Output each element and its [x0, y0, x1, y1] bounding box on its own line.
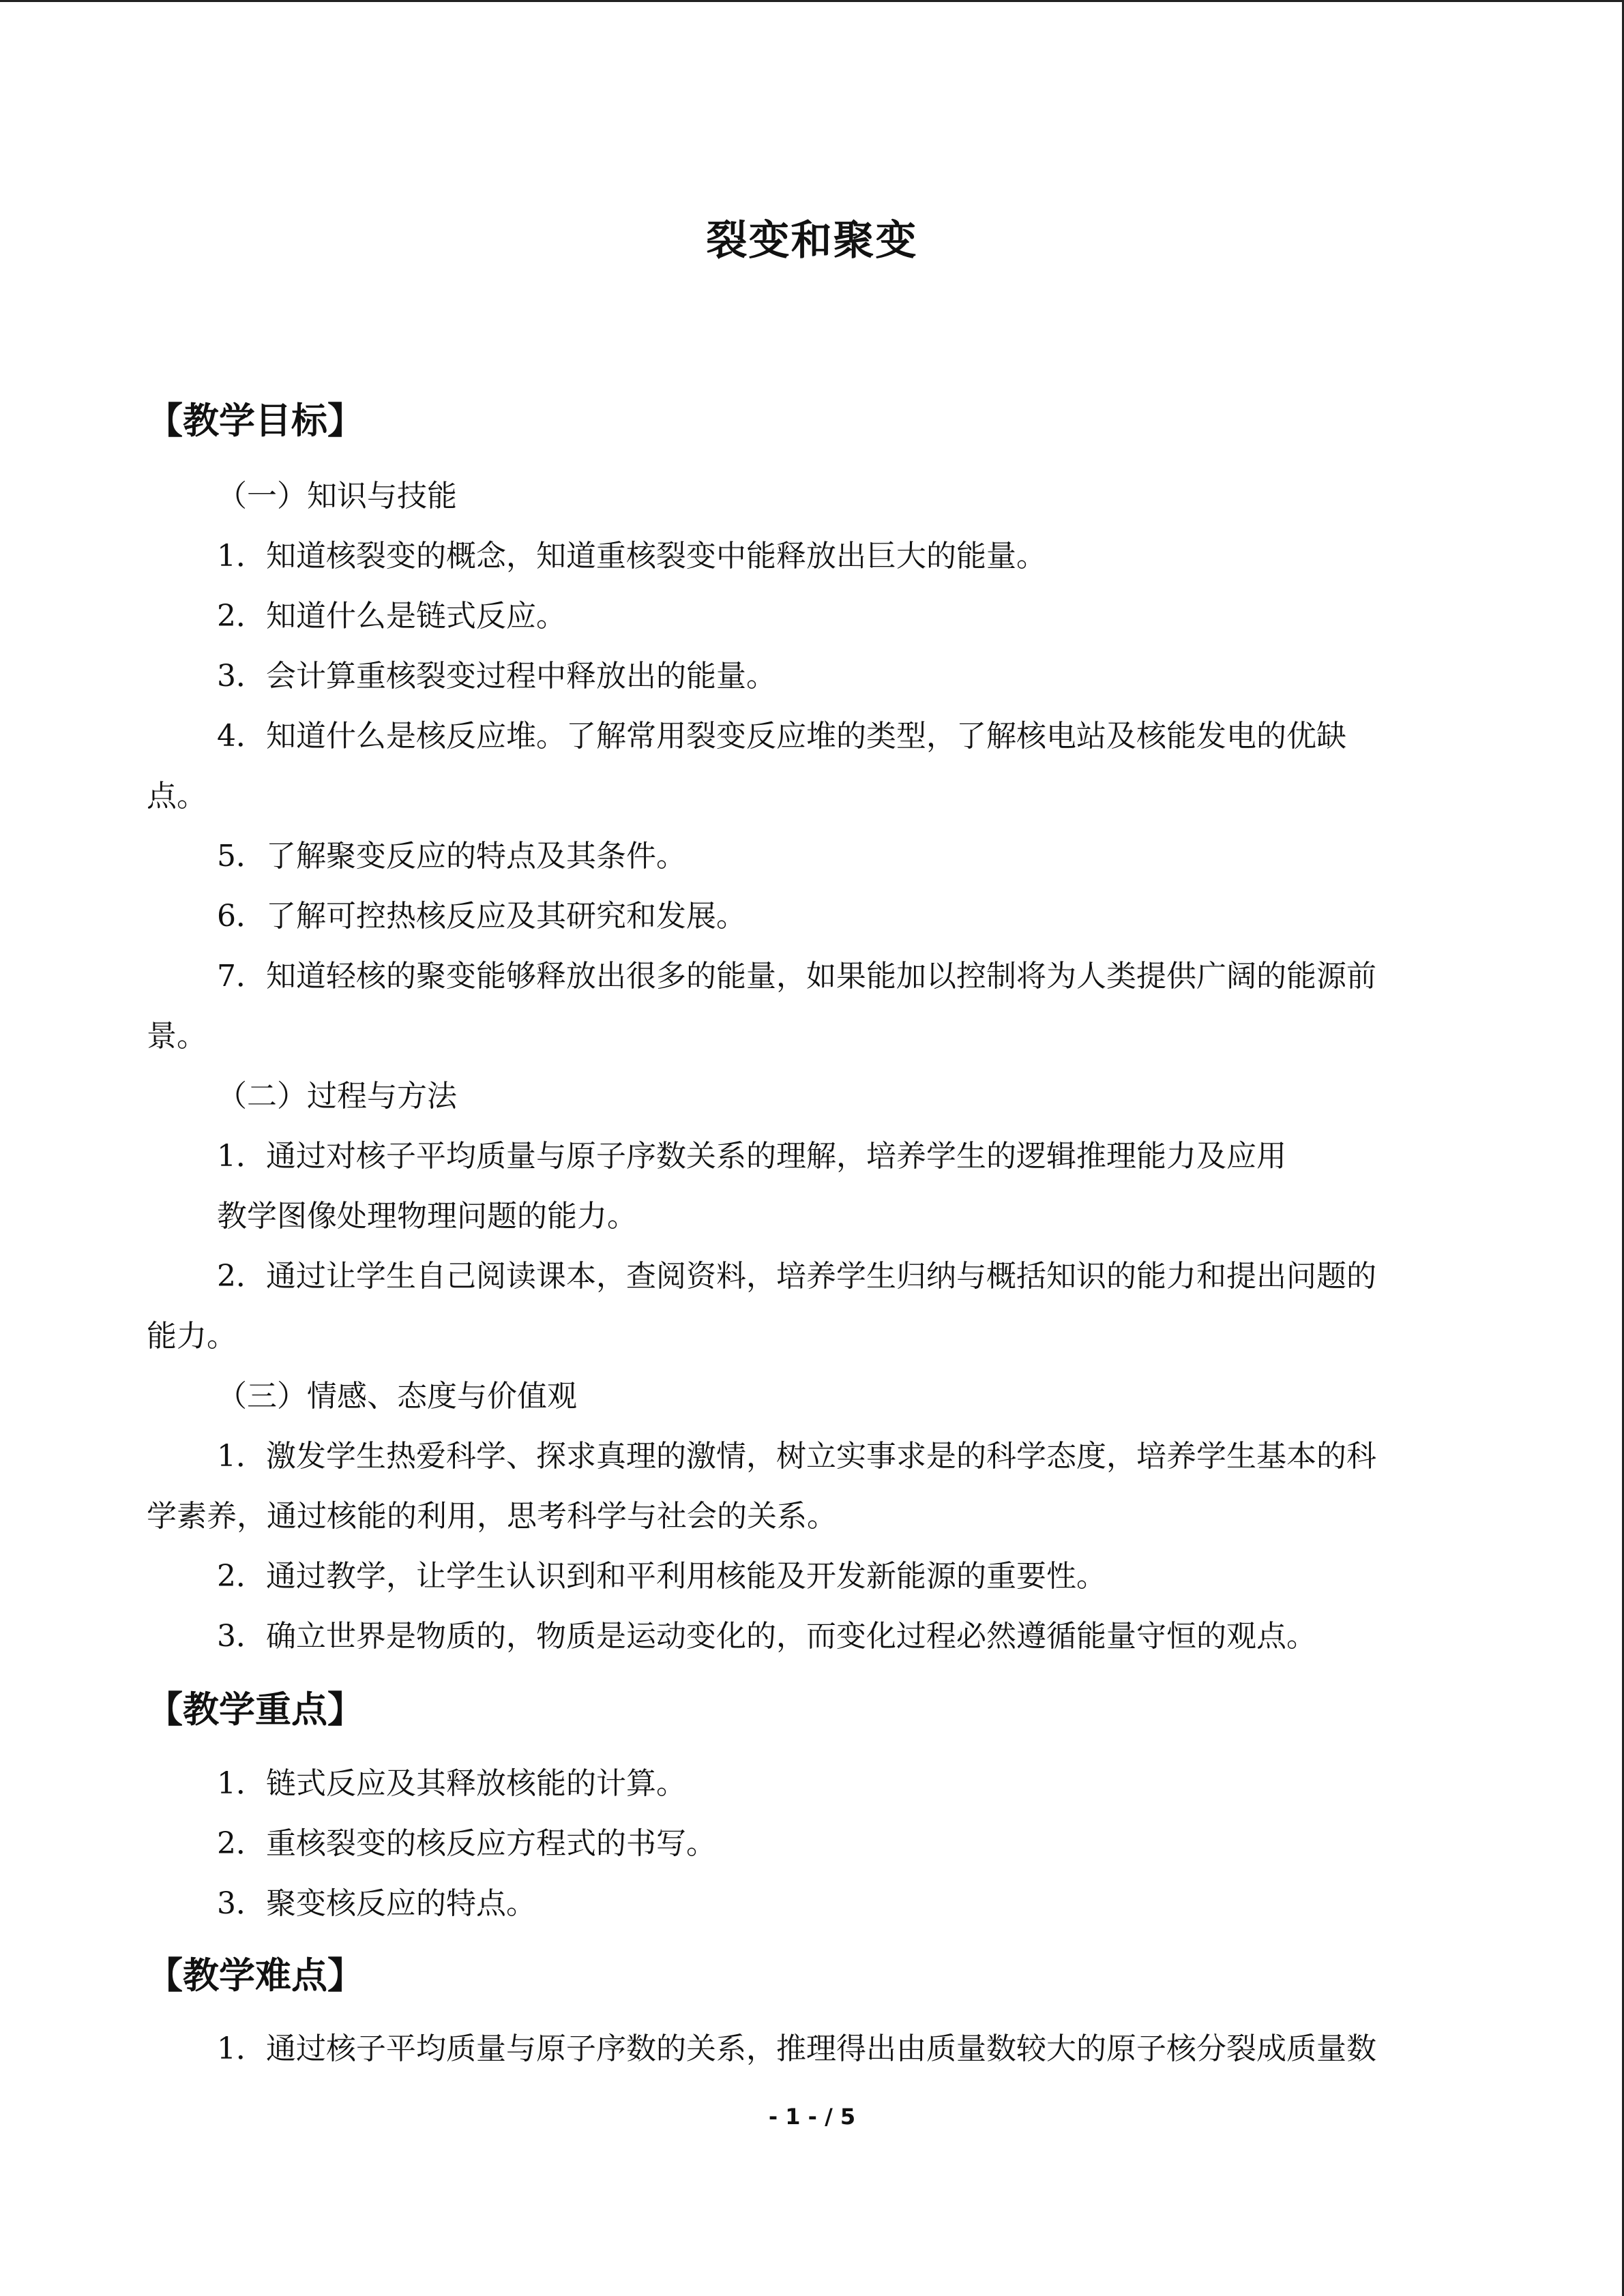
goal-item-continued: 能力。 [147, 1319, 237, 1354]
section-heading-goals: 【教学目标】 [147, 400, 364, 442]
subheading-values: （三）情感、态度与价值观 [217, 1379, 577, 1414]
key-point-item: 2．重核裂变的核反应方程式的书写。 [217, 1826, 716, 1861]
goal-item: 3．确立世界是物质的，物质是运动变化的，而变化过程必然遵循能量守恒的观点。 [217, 1619, 1316, 1654]
goal-item-continued: 学素养，通过核能的利用，思考科学与社会的关系。 [147, 1499, 837, 1534]
goal-item: 7．知道轻核的聚变能够释放出很多的能量，如果能加以控制将为人类提供广阔的能源前 [217, 959, 1376, 994]
goal-item-continued: 点。 [147, 779, 207, 814]
subheading-knowledge: （一）知识与技能 [217, 479, 457, 513]
key-point-item: 1．链式反应及其释放核能的计算。 [217, 1766, 686, 1801]
goal-item: 6．了解可控热核反应及其研究和发展。 [217, 899, 746, 934]
goal-item: 1．知道核裂变的概念，知道重核裂变中能释放出巨大的能量。 [217, 539, 1046, 573]
goal-item: 1．通过对核子平均质量与原子序数关系的理解，培养学生的逻辑推理能力及应用 [217, 1139, 1286, 1174]
goal-item: 2．通过让学生自己阅读课本，查阅资料，培养学生归纳与概括知识的能力和提出问题的 [217, 1259, 1376, 1294]
goal-item: 2．知道什么是链式反应。 [217, 599, 566, 633]
goal-item-continued: 教学图像处理物理问题的能力。 [217, 1199, 637, 1234]
goal-item: 3．会计算重核裂变过程中释放出的能量。 [217, 659, 776, 694]
goal-item-continued: 景。 [147, 1019, 207, 1054]
subheading-process: （二）过程与方法 [217, 1079, 457, 1114]
key-point-item: 3．聚变核反应的特点。 [217, 1886, 536, 1921]
goal-item: 2．通过教学，让学生认识到和平利用核能及开发新能源的重要性。 [217, 1559, 1106, 1594]
goal-item: 4．知道什么是核反应堆。了解常用裂变反应堆的类型，了解核电站及核能发电的优缺 [217, 719, 1346, 754]
difficulty-item: 1．通过核子平均质量与原子序数的关系，推理得出由质量数较大的原子核分裂成质量数 [217, 2031, 1376, 2066]
goal-item: 1．激发学生热爱科学、探求真理的激情，树立实事求是的科学态度，培养学生基本的科 [217, 1439, 1376, 1474]
section-heading-difficulties: 【教学难点】 [147, 1955, 364, 1997]
section-heading-key-points: 【教学重点】 [147, 1689, 364, 1731]
page-title: 裂变和聚变 [706, 217, 918, 265]
page-border-top [0, 0, 1624, 2]
goal-item: 5．了解聚变反应的特点及其条件。 [217, 839, 686, 874]
page-number: - 1 - / 5 [768, 2104, 856, 2130]
